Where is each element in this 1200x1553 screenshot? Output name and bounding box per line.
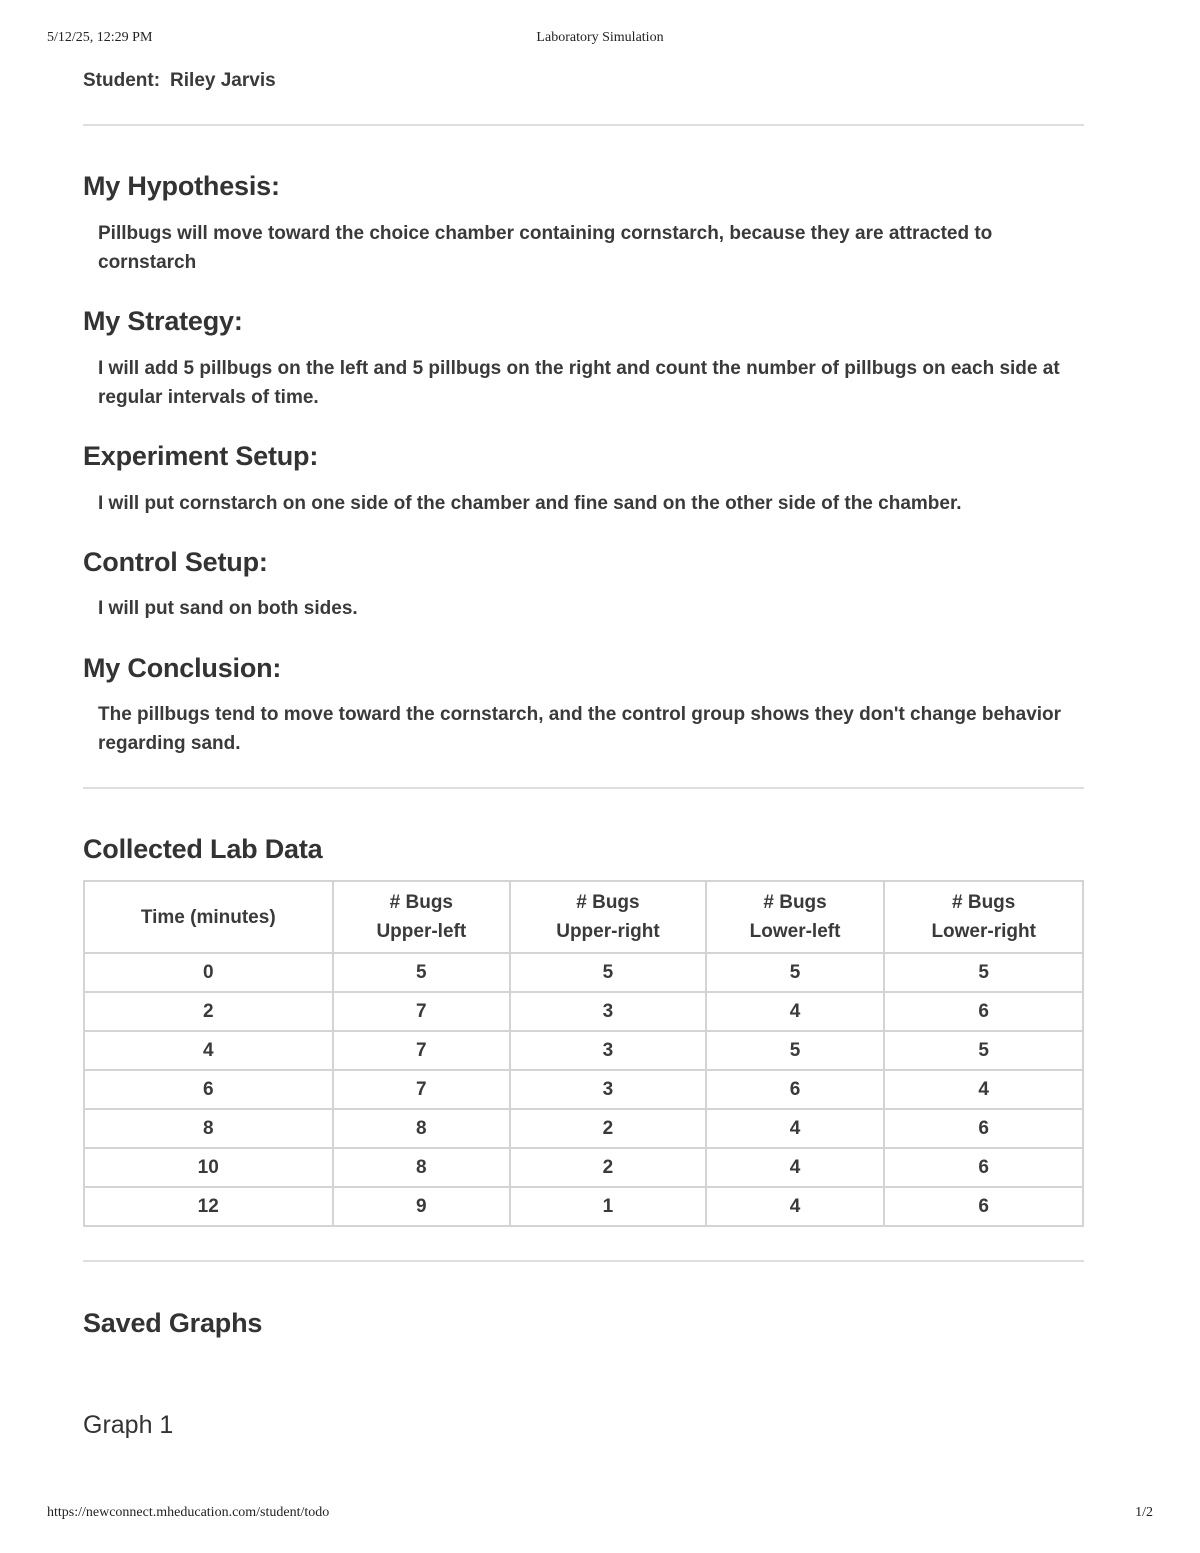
table-cell: 8	[333, 1148, 511, 1187]
student-name: Riley Jarvis	[170, 70, 276, 91]
column-header-upper-right: # Bugs Upper-right	[510, 881, 706, 953]
experiment-setup-heading: Experiment Setup:	[83, 441, 319, 471]
divider	[83, 787, 1084, 789]
table-cell: 6	[884, 1187, 1083, 1226]
conclusion-heading: My Conclusion:	[83, 653, 282, 683]
table-cell: 5	[706, 1031, 885, 1070]
table-cell: 4	[84, 1031, 333, 1070]
table-cell: 5	[706, 953, 885, 992]
table-cell: 1	[510, 1187, 706, 1226]
table-cell: 5	[884, 1031, 1083, 1070]
table-cell: 4	[884, 1070, 1083, 1109]
table-cell: 7	[333, 1070, 511, 1109]
print-page-title: Laboratory Simulation	[536, 30, 664, 45]
table-cell: 6	[706, 1070, 885, 1109]
table-row	[84, 1031, 1083, 1070]
strategy-heading: My Strategy:	[83, 306, 243, 336]
table-cell: 5	[333, 953, 511, 992]
table-cell: 6	[884, 1109, 1083, 1148]
print-url: https://newconnect.mheducation.com/student/todo	[47, 1505, 330, 1520]
table-cell: 7	[333, 1031, 511, 1070]
divider	[83, 124, 1084, 126]
table-cell: 3	[510, 1070, 706, 1109]
strategy-text: I will add 5 pillbugs on the left and 5 pillbugs on the right and count the number of pillbugs on each side at regular intervals of time.	[98, 358, 1060, 408]
table-row	[84, 1187, 1083, 1226]
lab-data-heading: Collected Lab Data	[83, 834, 323, 864]
print-footer	[47, 1505, 1153, 1525]
table-header-row	[84, 881, 1083, 953]
table-cell: 8	[333, 1109, 511, 1148]
table-cell: 7	[333, 992, 511, 1031]
table-cell: 6	[84, 1070, 333, 1109]
table-row	[84, 953, 1083, 992]
table-cell: 5	[884, 953, 1083, 992]
column-header-time: Time (minutes)	[84, 881, 333, 953]
print-header	[47, 30, 1153, 50]
table-cell: 8	[84, 1109, 333, 1148]
table-row	[84, 1070, 1083, 1109]
graph-1-title: Graph 1	[83, 1411, 174, 1439]
student-line	[83, 70, 276, 92]
table-cell: 5	[510, 953, 706, 992]
print-datetime: 5/12/25, 12:29 PM	[47, 30, 153, 45]
table-cell: 4	[706, 992, 885, 1031]
table-cell: 2	[510, 1148, 706, 1187]
experiment-setup-text: I will put cornstarch on one side of the chamber and fine sand on the other side of the chamber.	[98, 493, 962, 514]
table-cell: 0	[84, 953, 333, 992]
lab-data-body	[84, 953, 1083, 1226]
table-cell: 3	[510, 992, 706, 1031]
saved-graphs-heading: Saved Graphs	[83, 1308, 263, 1338]
table-cell: 6	[884, 992, 1083, 1031]
table-row	[84, 1148, 1083, 1187]
table-cell: 4	[706, 1109, 885, 1148]
hypothesis-heading: My Hypothesis:	[83, 171, 280, 201]
table-cell: 3	[510, 1031, 706, 1070]
table-cell: 2	[510, 1109, 706, 1148]
print-page-number: 1/2	[1135, 1505, 1153, 1520]
table-cell: 2	[84, 992, 333, 1031]
hypothesis-text: Pillbugs will move toward the choice chamber containing cornstarch, because they are attracted to cornstarch	[98, 223, 993, 273]
column-header-upper-left: # Bugs Upper-left	[333, 881, 511, 953]
lab-data-table	[83, 880, 1084, 1227]
table-cell: 9	[333, 1187, 511, 1226]
table-row	[84, 992, 1083, 1031]
table-cell: 6	[884, 1148, 1083, 1187]
table-cell: 4	[706, 1187, 885, 1226]
table-cell: 12	[84, 1187, 333, 1226]
table-cell: 4	[706, 1148, 885, 1187]
column-header-lower-right: # Bugs Lower-right	[884, 881, 1083, 953]
table-row	[84, 1109, 1083, 1148]
control-setup-text: I will put sand on both sides.	[98, 598, 358, 619]
conclusion-text: The pillbugs tend to move toward the cornstarch, and the control group shows they don't change behavior regarding sand.	[98, 704, 1062, 754]
table-cell: 10	[84, 1148, 333, 1187]
divider	[83, 1260, 1084, 1262]
column-header-lower-left: # Bugs Lower-left	[706, 881, 885, 953]
control-setup-heading: Control Setup:	[83, 547, 268, 577]
student-label: Student:	[83, 70, 161, 91]
